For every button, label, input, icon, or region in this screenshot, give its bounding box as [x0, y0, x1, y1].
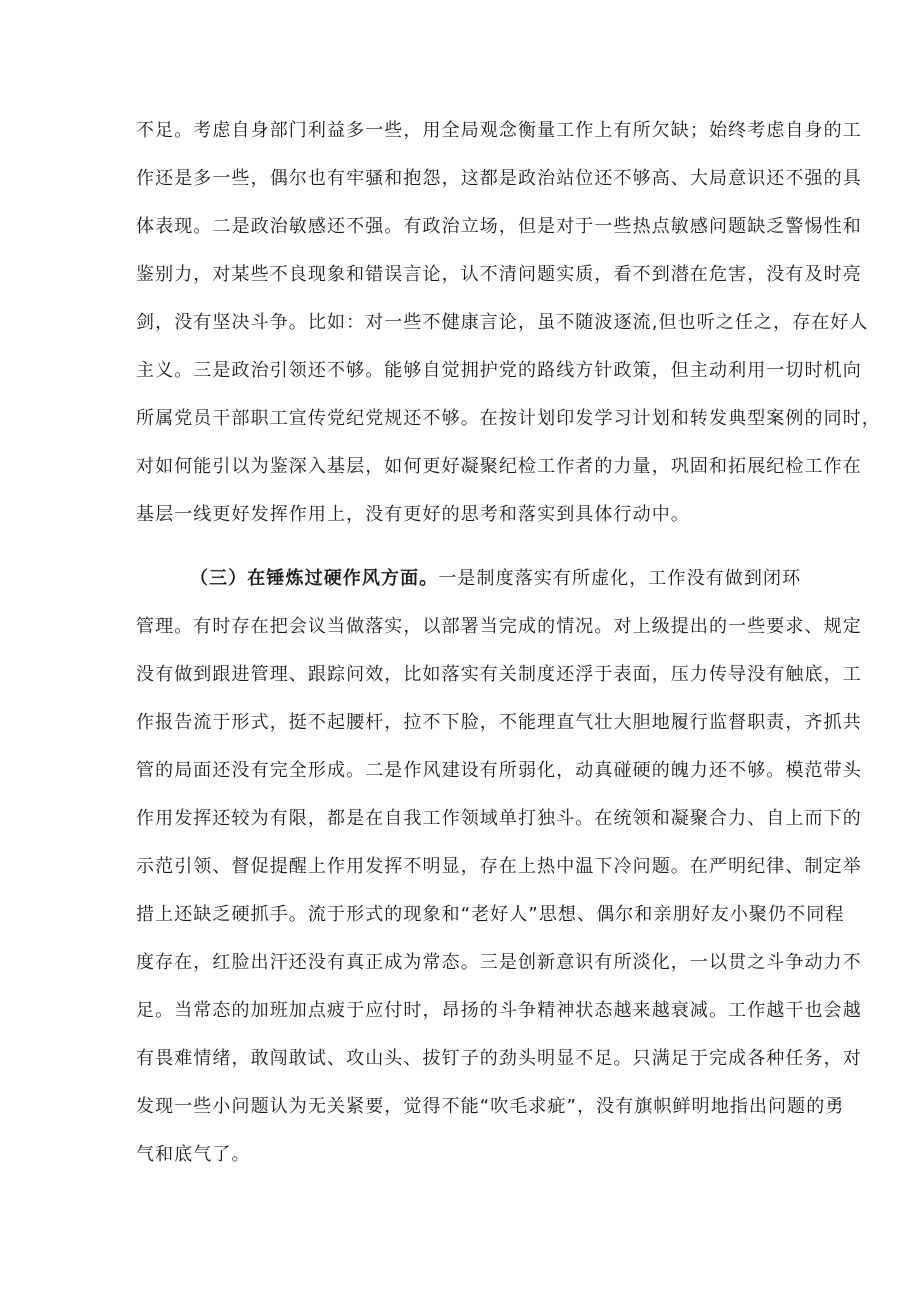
text-line-rest: 一是制度落实有所虚化，工作没有做到闭环 — [438, 568, 802, 589]
text-line: 作用发挥还较为有限，都是在自我工作领域单打独斗。在统领和凝聚合力、自上而下的 — [136, 808, 862, 829]
text-line: 所属党员干部职工宣传党纪党规还不够。在按计划印发学习计划和转发典型案例的同时， — [136, 408, 881, 429]
text-line: 不足。考虑自身部门利益多一些，用全局观念衡量工作上有所欠缺；始终考虑自身的工 — [136, 120, 862, 141]
text-line-first — [190, 564, 801, 594]
text-line: 作还是多一些，偶尔也有牢骚和抱怨，这都是政治站位还不够高、大局意识还不强的具 — [136, 168, 862, 189]
text-line: 措上还缺乏硬抓手。流于形式的现象和“老好人”思想、偶尔和亲朋好友小聚仍不同程 — [136, 904, 845, 925]
text-line: 示范引领、督促提醒上作用发挥不明显，存在上热中温下冷问题。在严明纪律、制定举 — [136, 856, 862, 877]
text-line: 主义。三是政治引领还不够。能够自觉拥护党的路线方针政策，但主动利用一切时机向 — [136, 360, 862, 381]
text-line: 有畏难情绪，敢闯敢试、攻山头、拔钉子的劲头明显不足。只满足于完成各种任务，对 — [136, 1048, 862, 1069]
text-line: 对如何能引以为鉴深入基层，如何更好凝聚纪检工作者的力量，巩固和拓展纪检工作在 — [136, 456, 862, 477]
text-line: 剑，没有坚决斗争。比如：对一些不健康言论，虽不随波逐流,但也听之任之，存在好人 — [136, 312, 869, 333]
text-line: 没有做到跟进管理、跟踪问效，比如落实有关制度还浮于表面，压力传导没有触底，工 — [136, 664, 862, 685]
text-line: 度存在，红脸出汗还没有真正成为常态。三是创新意识有所淡化，一以贯之斗争动力不 — [136, 952, 862, 973]
text-line: 气和底气了。 — [136, 1144, 251, 1165]
text-line: 管的局面还没有完全形成。二是作风建设有所弱化，动真碰硬的魄力还不够。模范带头 — [136, 760, 862, 781]
text-line: 体表现。二是政治敏感还不强。有政治立场，但是对于一些热点敏感问题缺乏警惕性和 — [136, 216, 862, 237]
text-line: 足。当常态的加班加点疲于应付时，昂扬的斗争精神状态越来越衰减。工作越干也会越 — [136, 1000, 862, 1021]
text-line: 发现一些小问题认为无关紧要，觉得不能“吹毛求疵”，没有旗帜鲜明地指出问题的勇 — [136, 1096, 845, 1117]
text-line: 作报告流于形式，挺不起腰杆，拉不下脸，不能理直气壮大胆地履行监督职责，齐抓共 — [136, 712, 862, 733]
text-line: 鉴别力，对某些不良现象和错误言论，认不清问题实质，看不到潜在危害，没有及时亮 — [136, 264, 862, 285]
section-heading: （三）在锤炼过硬作风方面。 — [190, 568, 439, 589]
text-line: 管理。有时存在把会议当做落实，以部署当完成的情况。对上级提出的一些要求、规定 — [136, 616, 862, 637]
text-line: 基层一线更好发挥作用上，没有更好的思考和落实到具体行动中。 — [136, 504, 690, 525]
